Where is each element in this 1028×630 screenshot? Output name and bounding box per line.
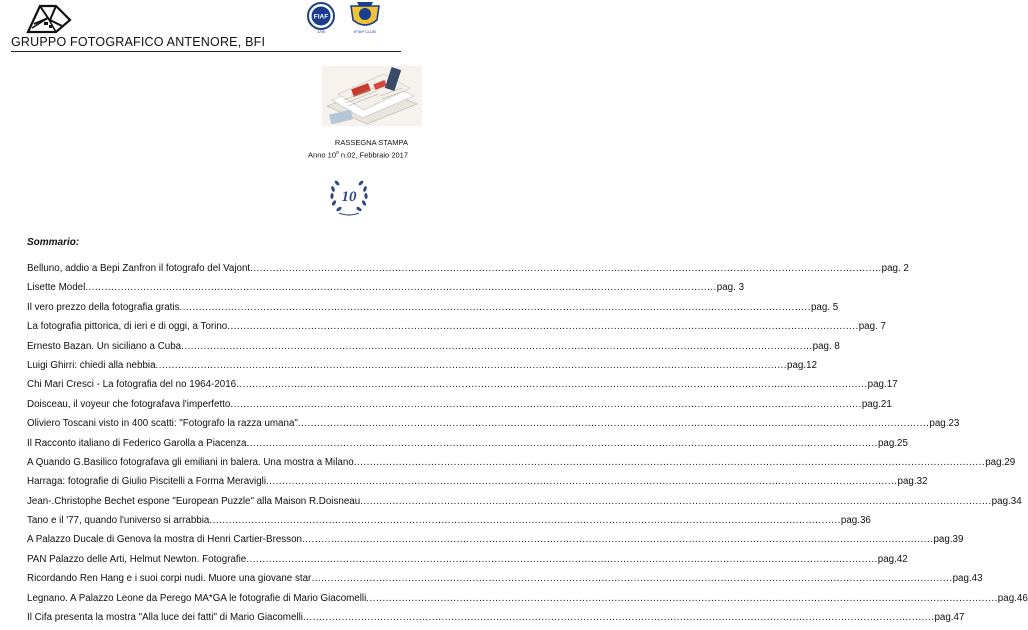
toc-leader-dots (246, 553, 878, 567)
toc-entry[interactable] (27, 456, 1016, 475)
toc-entry-page: pag.46 (997, 592, 1028, 604)
badge-number: 10 (341, 189, 357, 205)
toc-entry-title: La fotografia pittorica, di ieri e di oggi, a Torino (27, 321, 228, 333)
toc-entry-title: Harraga: fotografie di Giulio Piscitelli a Forma Meravigli (27, 476, 267, 488)
toc-leader-dots (250, 262, 882, 276)
toc-leader-dots (354, 456, 986, 470)
toc-leader-dots (298, 417, 930, 431)
toc-entry-page: pag.34 (991, 495, 1022, 507)
toc-leader-dots (227, 320, 859, 334)
toc-entry-page: pag.17 (867, 379, 898, 391)
fiaf-logo-label: FIAF (313, 13, 329, 21)
ifiap-caption: IFIAP CLUB (354, 29, 376, 34)
toc-leader-dots (179, 301, 811, 315)
toc-leader-dots (302, 533, 934, 547)
press-review-title: RASSEGNA STAMPA (334, 138, 408, 147)
toc-leader-dots (360, 495, 992, 509)
toc-entry-page: pag.36 (840, 515, 871, 527)
toc-entry[interactable] (27, 281, 745, 300)
toc-entry-title: Ricordando Ren Hang e i suoi corpi nudi. Muore una giovane star… (27, 573, 322, 585)
toc-entry-page: pag.29 (985, 456, 1016, 468)
toc-entry-page: pag.39 (933, 534, 964, 546)
toc-entry-title: Belluno, addio a Bepi Zanfron il fotografo del Vajont (27, 263, 251, 274)
toc-entry-page: pag.42 (877, 553, 908, 565)
toc-leader-dots (303, 611, 935, 625)
antenore-logo-icon (26, 4, 72, 34)
toc-entry-page: pag.25 (877, 437, 908, 449)
toc-entry-title: A Palazzo Ducale di Genova la mostra di Henri Cartier-Bresson (27, 534, 302, 546)
toc-entry[interactable] (27, 262, 909, 281)
toc-entry[interactable] (27, 417, 960, 436)
toc-entry[interactable] (27, 378, 898, 397)
toc-entry-title: Doisceau, il voyeur che fotografava l'imperfetto (27, 398, 231, 410)
table-of-contents (27, 262, 1028, 630)
toc-entry-title: Il vero prezzo della fotografia gratis (27, 301, 180, 313)
toc-entry-title: Tano e il '77, quando l'universo si arrabbia (27, 515, 210, 527)
press-review-block (308, 137, 408, 161)
toc-entry[interactable] (27, 533, 964, 552)
toc-entry[interactable] (27, 340, 840, 359)
toc-entry[interactable] (27, 437, 908, 456)
toc-entry-title: Lisette Model (27, 282, 86, 294)
toc-entry-page: pag.43 (952, 573, 983, 585)
toc-entry[interactable] (27, 359, 817, 378)
toc-entry-page: pag.32 (897, 476, 928, 488)
toc-entry-title: Il Cifa presenta la mostra "Alla luce dei fatti" di Mario Giacomelli (27, 612, 303, 624)
toc-entry-title: Chi Mari Cresci - La fotografia del no 1964-2016 (27, 379, 237, 391)
toc-entry-page: pag. 8 (812, 340, 840, 352)
toc-leader-dots (266, 475, 898, 489)
toc-entry-title: Jean-.Christophe Bechet espone "European Puzzle" alla Maison R.Doisneau (27, 495, 361, 507)
toc-entry[interactable] (27, 320, 886, 339)
toc-entry-title: PAN Palazzo delle Arti, Helmut Newton. Fotografie (27, 553, 247, 565)
toc-entry[interactable] (27, 495, 1022, 514)
toc-entry-title: Ernesto Bazan. Un siciliano a Cuba (27, 340, 182, 352)
toc-entry-title: Luigi Ghirri: chiedi alla nebbia (27, 359, 156, 371)
toc-entry-page: pag.21 (861, 398, 892, 410)
toc-leader-dots (366, 592, 998, 606)
toc-entry-title: Oliviero Toscani visto in 400 scatti: "Fotografo la razza umana" (27, 418, 298, 430)
toc-leader-dots (230, 398, 862, 412)
toc-entry-page: pag. 5 (810, 301, 839, 313)
anniversary-badge-icon (326, 173, 372, 219)
toc-leader-dots (181, 340, 813, 354)
toc-leader-dots (236, 378, 868, 392)
toc-leader-dots (321, 572, 953, 586)
header-divider (11, 51, 401, 52)
toc-leader-dots (246, 437, 878, 451)
fiaf-caption: 1/98 (317, 29, 325, 34)
toc-entry-page: pag.12 (787, 359, 817, 371)
issue-sup: o (336, 150, 339, 156)
toc-entry-title: Il Racconto italiano di Federico Garolla a Piacenza (27, 437, 247, 449)
toc-entry-title: A Quando G.Basilico fotografava gli emiliani in balera. Una mostra a Milano (27, 456, 354, 468)
toc-entry[interactable] (27, 592, 1028, 611)
toc-entry[interactable] (27, 514, 871, 533)
toc-entry-page: pag.23 (929, 418, 960, 430)
toc-entry-page: pag.47 (934, 612, 965, 624)
issue-suffix: n.02, Febbraio 2017 (338, 150, 408, 160)
toc-leader-dots (156, 359, 788, 373)
toc-entry-title: Legnano. A Palazzo Leone da Perego MA*GA le fotografie di Mario Giacomelli (27, 592, 367, 604)
toc-leader-dots (85, 281, 717, 295)
toc-entry-page: pag. 2 (881, 263, 909, 274)
toc-entry[interactable] (27, 398, 892, 417)
toc-entry-page: pag. 3 (716, 282, 745, 294)
summary-heading: Sommario: (27, 237, 80, 248)
toc-leader-dots (209, 514, 841, 528)
toc-entry[interactable] (27, 475, 928, 494)
fiaf-logo-icon (304, 1, 338, 31)
toc-entry-page: pag. 7 (858, 321, 886, 333)
newspaper-stack-image (322, 66, 422, 126)
toc-entry[interactable] (27, 611, 965, 630)
toc-entry[interactable] (27, 301, 839, 320)
ifiap-logo-icon (347, 0, 383, 30)
toc-entry[interactable] (27, 553, 908, 572)
page-header-title: GRUPPO FOTOGRAFICO ANTENORE, BFI (11, 35, 266, 49)
issue-prefix: Anno 10 (308, 150, 336, 160)
issue-info (308, 148, 408, 161)
toc-entry[interactable] (27, 572, 983, 591)
